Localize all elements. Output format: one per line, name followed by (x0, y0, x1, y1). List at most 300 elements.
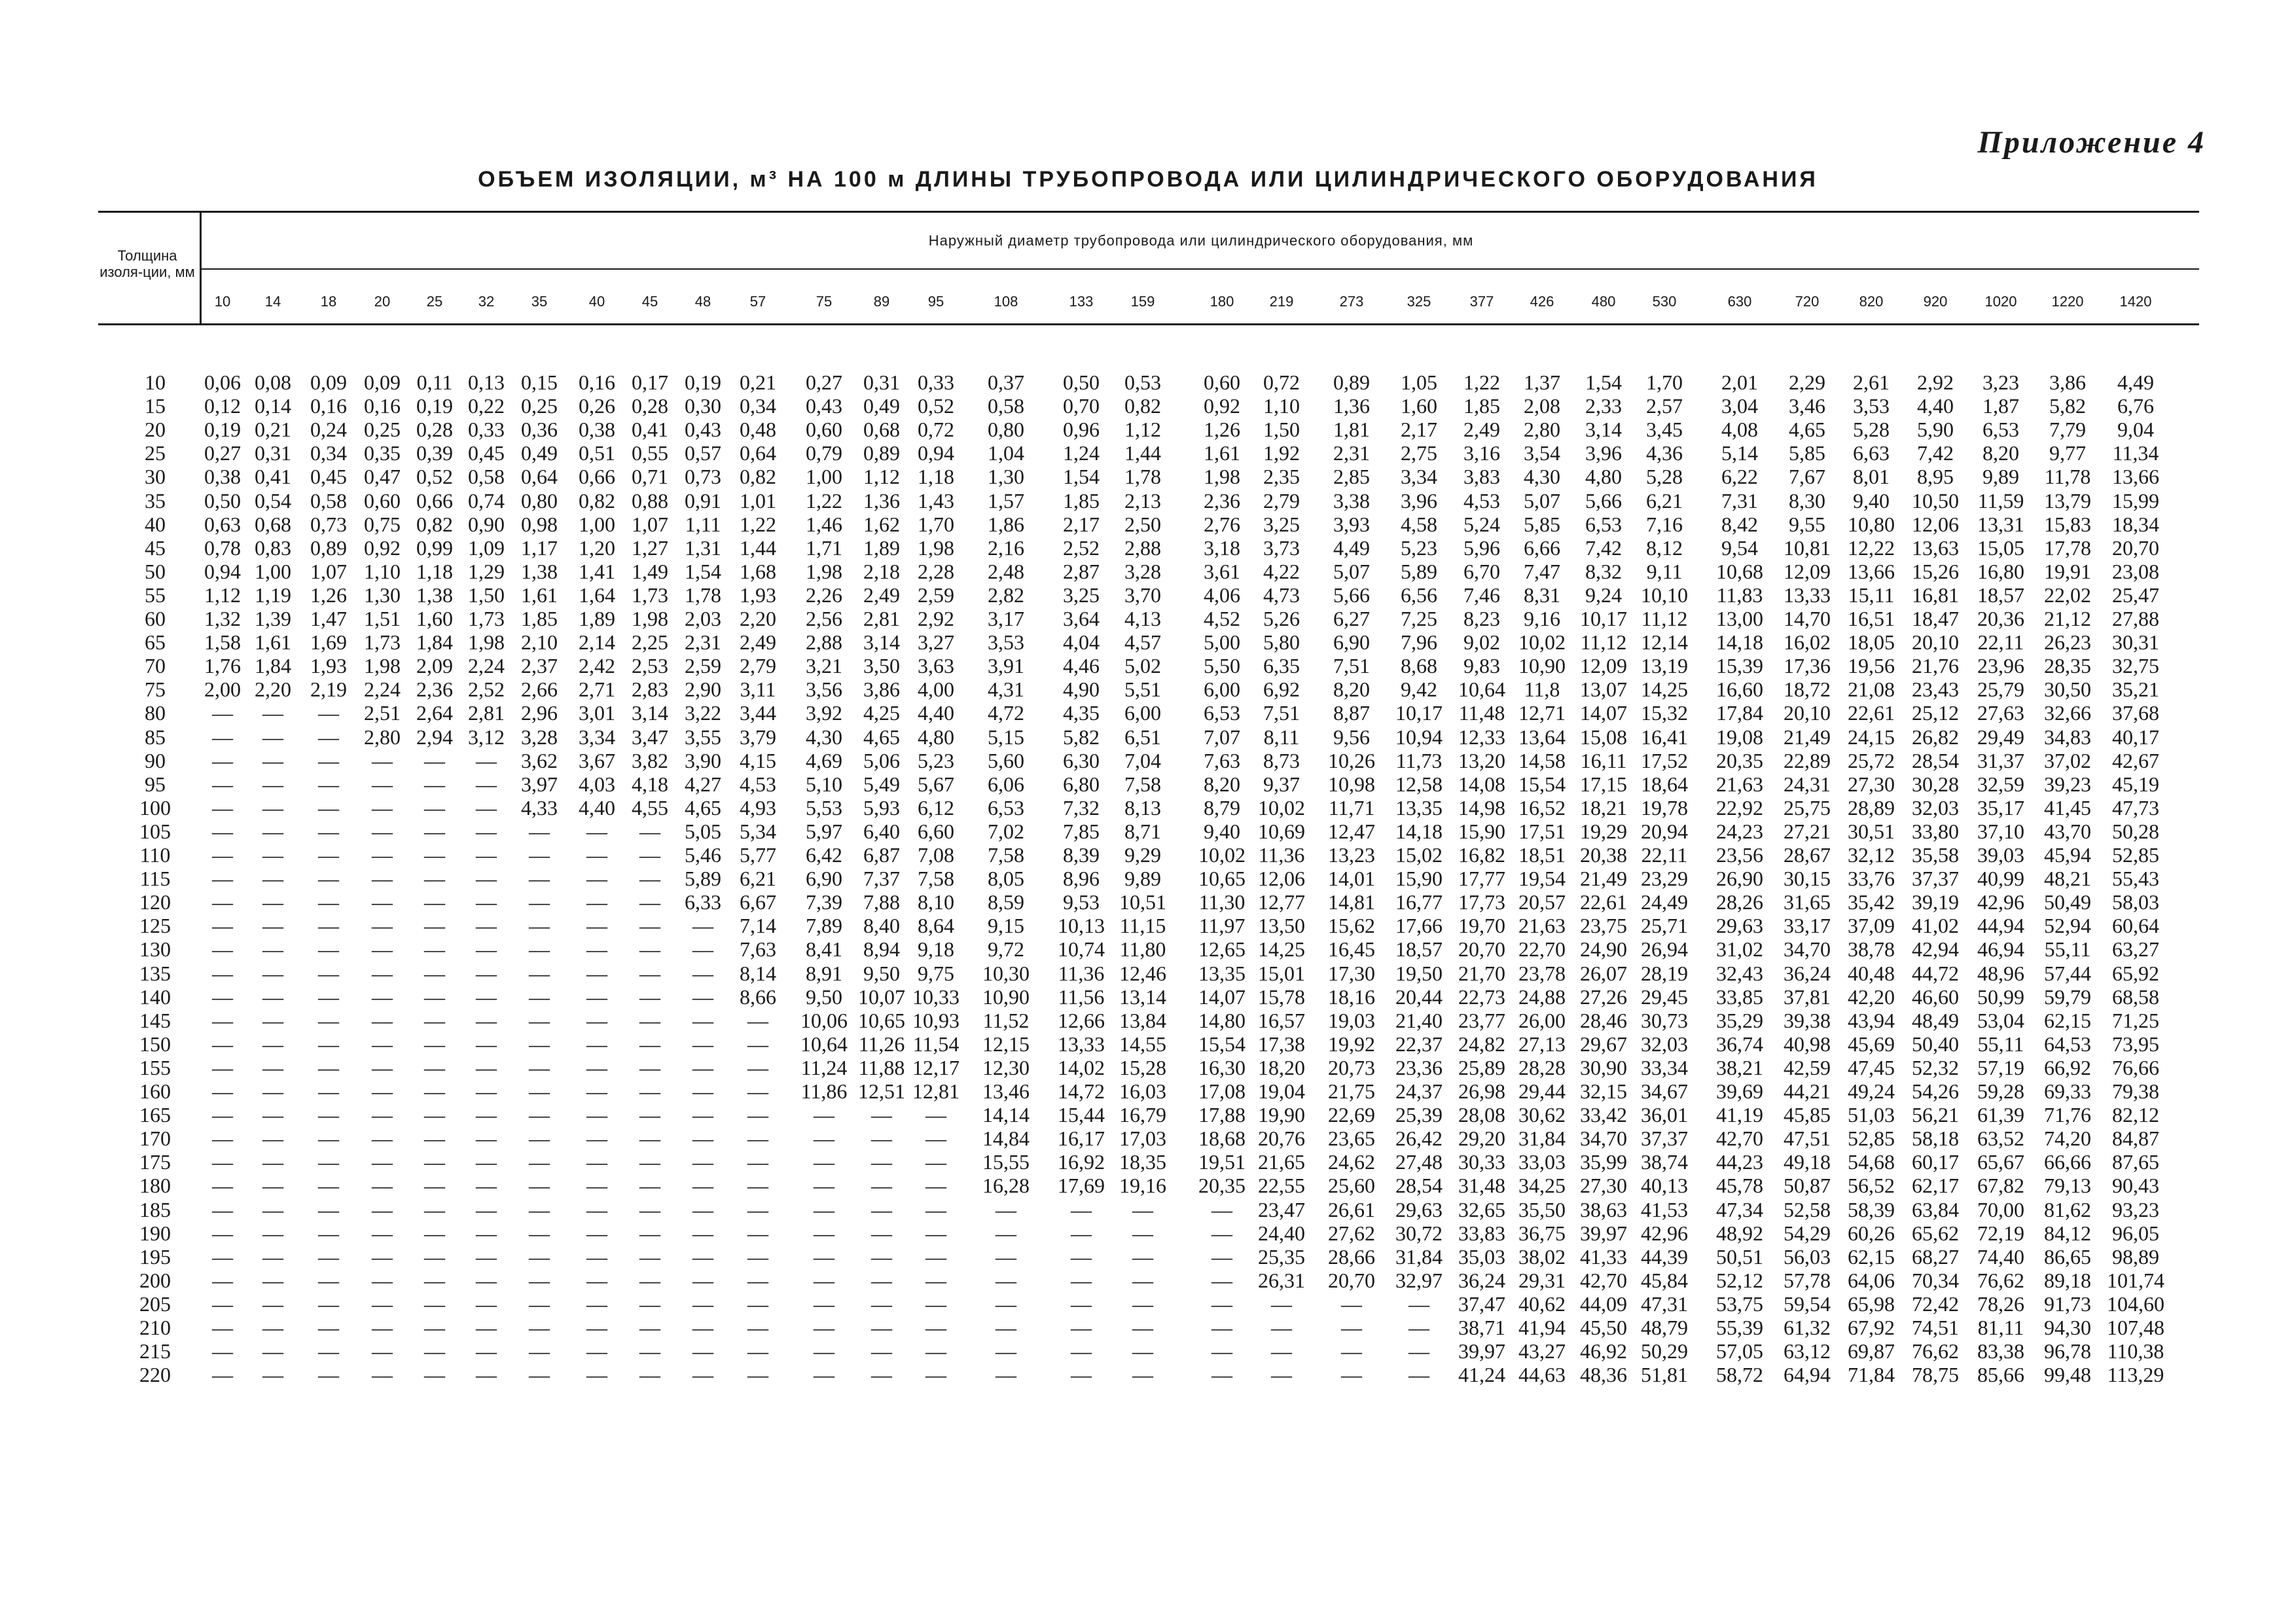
value-cell: 24,82 (1458, 1032, 1505, 1056)
value-cell: 4,00 (918, 677, 954, 702)
value-cell: 10,26 (1328, 748, 1375, 772)
value-cell: — (262, 795, 283, 820)
value-cell: 43,27 (1518, 1339, 1566, 1363)
value-cell: 16,77 (1395, 890, 1443, 914)
value-cell: 6,53 (1982, 418, 2019, 442)
thickness-cell: 55 (145, 583, 166, 607)
value-cell: — (212, 984, 233, 1009)
diameter-header-820: 820 (1859, 293, 1884, 310)
table-row (0, 489, 2296, 513)
value-cell: 0,28 (416, 418, 453, 442)
value-cell: 67,82 (1977, 1174, 2024, 1198)
value-cell: 2,09 (416, 654, 453, 678)
table-row (0, 701, 2296, 725)
value-cell: 3,67 (579, 748, 615, 772)
value-cell: 45,78 (1716, 1174, 1763, 1198)
value-cell: 10,13 (1058, 914, 1105, 938)
value-cell: 78,75 (1912, 1363, 1959, 1387)
value-cell: 1,54 (1063, 465, 1100, 489)
value-cell: 2,66 (521, 677, 558, 702)
value-cell: — (476, 1127, 497, 1151)
value-cell: 7,79 (2049, 418, 2086, 442)
value-cell: 17,08 (1198, 1079, 1246, 1103)
value-cell: 20,57 (1518, 890, 1566, 914)
value-cell: — (372, 1268, 393, 1292)
value-cell: 49,24 (1848, 1079, 1895, 1103)
value-cell: 26,23 (2044, 630, 2091, 655)
thickness-cell: 200 (139, 1268, 171, 1292)
thickness-cell: 70 (145, 654, 166, 678)
value-cell: — (692, 1032, 713, 1056)
value-cell: 0,68 (863, 418, 900, 442)
value-cell: 56,03 (1784, 1244, 1831, 1269)
value-cell: 1,38 (416, 583, 453, 607)
value-cell: 4,30 (806, 725, 842, 749)
value-cell: 10,69 (1258, 819, 1305, 843)
value-cell: 5,15 (988, 725, 1024, 749)
thickness-cell: 190 (139, 1221, 171, 1245)
value-cell: 18,64 (1641, 772, 1688, 796)
value-cell: 20,44 (1395, 984, 1443, 1009)
value-cell: — (1408, 1339, 1429, 1363)
value-cell: 4,36 (1646, 441, 1683, 465)
value-cell: 50,29 (1641, 1339, 1688, 1363)
value-cell: 27,21 (1784, 819, 1831, 843)
value-cell: 24,40 (1258, 1221, 1305, 1245)
value-cell: 15,99 (2112, 488, 2159, 513)
value-cell: 19,91 (2044, 559, 2091, 583)
value-cell: 1,07 (310, 559, 347, 583)
value-cell: — (814, 1197, 834, 1221)
value-cell: 32,75 (2112, 654, 2159, 678)
value-cell: 0,45 (468, 441, 505, 465)
value-cell: 0,90 (468, 512, 505, 536)
value-cell: — (212, 1197, 233, 1221)
value-cell: — (318, 867, 339, 891)
value-cell: 4,27 (685, 772, 721, 796)
value-cell: 21,63 (1716, 772, 1763, 796)
value-cell: — (925, 1103, 946, 1127)
value-cell: 10,80 (1848, 512, 1895, 536)
value-cell: 0,91 (685, 488, 721, 513)
value-cell: — (1132, 1291, 1153, 1316)
thickness-cell: 75 (145, 677, 166, 702)
value-cell: 1,89 (579, 607, 615, 630)
value-cell: 38,21 (1716, 1055, 1763, 1079)
value-cell: 72,19 (1977, 1221, 2024, 1245)
value-cell: 18,47 (1912, 607, 1959, 630)
value-cell: 2,51 (364, 701, 401, 725)
table-row (0, 630, 2296, 654)
value-cell: — (925, 1339, 946, 1363)
value-cell: 3,18 (1204, 535, 1240, 560)
value-cell: 7,07 (1204, 725, 1240, 749)
value-cell: — (586, 843, 607, 867)
value-cell: — (925, 1221, 946, 1245)
value-cell: 9,18 (918, 937, 954, 962)
table-row (0, 1127, 2296, 1150)
value-cell: — (212, 1244, 233, 1269)
value-cell: 30,72 (1395, 1221, 1443, 1245)
value-cell: 1,12 (204, 583, 241, 607)
value-cell: — (212, 748, 233, 772)
value-cell: 10,02 (1258, 795, 1305, 820)
value-cell: — (529, 1032, 550, 1056)
value-cell: 21,76 (1912, 654, 1959, 678)
thickness-cell: 90 (145, 748, 166, 772)
value-cell: — (262, 1221, 283, 1245)
value-cell: 6,87 (863, 843, 900, 867)
value-cell: 11,71 (1328, 795, 1375, 820)
value-cell: — (925, 1174, 946, 1198)
value-cell: 1,11 (685, 512, 721, 536)
value-cell: 4,53 (1463, 488, 1500, 513)
value-cell: 16,52 (1518, 795, 1566, 820)
thickness-cell: 205 (139, 1291, 171, 1316)
value-cell: — (372, 1363, 393, 1387)
value-cell: 26,90 (1716, 867, 1763, 891)
value-cell: 5,02 (1124, 654, 1161, 678)
value-cell: 104,60 (2107, 1291, 2164, 1316)
value-cell: — (424, 1268, 445, 1292)
value-cell: 29,20 (1458, 1127, 1505, 1151)
value-cell: — (586, 1103, 607, 1127)
value-cell: 45,85 (1784, 1103, 1831, 1127)
value-cell: — (692, 937, 713, 962)
value-cell: 59,79 (2044, 984, 2091, 1009)
value-cell: — (692, 1316, 713, 1339)
value-cell: 60,17 (1912, 1150, 1959, 1174)
value-cell: — (586, 1244, 607, 1269)
value-cell: 5,28 (1646, 465, 1683, 489)
thickness-cell: 170 (139, 1127, 171, 1151)
value-cell: 15,11 (1848, 583, 1895, 607)
value-cell: 27,26 (1580, 984, 1627, 1009)
value-cell: 16,30 (1198, 1055, 1246, 1079)
thickness-column-header: Толщина изоля-ции, мм (99, 247, 195, 280)
value-cell: 1,98 (364, 654, 401, 678)
value-cell: — (1132, 1221, 1153, 1245)
diameter-header-95: 95 (927, 293, 944, 310)
value-cell: 64,06 (1848, 1268, 1895, 1292)
value-cell: — (1071, 1197, 1092, 1221)
value-cell: — (318, 961, 339, 985)
value-cell: 1,46 (806, 512, 842, 536)
value-cell: 3,93 (1333, 512, 1370, 536)
value-cell: 0,73 (310, 512, 347, 536)
value-cell: — (586, 867, 607, 891)
value-cell: 32,59 (1977, 772, 2024, 796)
value-cell: 3,28 (1124, 559, 1161, 583)
value-cell: 8,94 (863, 937, 900, 962)
value-cell: — (1071, 1316, 1092, 1339)
value-cell: 20,94 (1641, 819, 1688, 843)
value-cell: 25,60 (1328, 1174, 1375, 1198)
value-cell: 1,57 (988, 488, 1024, 513)
value-cell: 12,65 (1198, 937, 1246, 962)
value-cell: 0,21 (740, 370, 776, 394)
value-cell: 45,94 (2044, 843, 2091, 867)
table-row (0, 677, 2296, 701)
value-cell: 26,42 (1395, 1127, 1443, 1151)
value-cell: 11,30 (1198, 890, 1246, 914)
value-cell: 23,75 (1580, 914, 1627, 938)
value-cell: 2,80 (1524, 418, 1560, 442)
value-cell: 2,90 (685, 677, 721, 702)
value-cell: 31,65 (1784, 890, 1831, 914)
value-cell: — (476, 1150, 497, 1174)
value-cell: — (871, 1127, 892, 1151)
value-cell: — (476, 1197, 497, 1221)
value-cell: 3,83 (1463, 465, 1500, 489)
value-cell: — (212, 1079, 233, 1103)
value-cell: 38,71 (1458, 1316, 1505, 1339)
value-cell: 0,96 (1063, 418, 1100, 442)
value-cell: 59,54 (1784, 1291, 1831, 1316)
value-cell: — (529, 1103, 550, 1127)
value-cell: 61,32 (1784, 1316, 1831, 1339)
value-cell: 3,90 (685, 748, 721, 772)
value-cell: 42,59 (1784, 1055, 1831, 1079)
value-cell: 10,33 (912, 984, 960, 1009)
value-cell: — (424, 819, 445, 843)
value-cell: — (639, 984, 660, 1009)
value-cell: — (424, 1339, 445, 1363)
value-cell: 35,99 (1580, 1150, 1627, 1174)
value-cell: 22,11 (1977, 630, 2024, 655)
value-cell: 57,19 (1977, 1055, 2024, 1079)
value-cell: 13,79 (2044, 488, 2091, 513)
value-cell: 49,18 (1784, 1150, 1831, 1174)
value-cell: — (639, 937, 660, 962)
value-cell: 28,28 (1518, 1055, 1566, 1079)
value-cell: 5,60 (988, 748, 1024, 772)
value-cell: 2,76 (1204, 512, 1240, 536)
value-cell: 14,25 (1641, 677, 1688, 702)
value-cell: 1,68 (740, 559, 776, 583)
table-row (0, 843, 2296, 867)
value-cell: 0,27 (204, 441, 241, 465)
value-cell: 54,29 (1784, 1221, 1831, 1245)
value-cell: 6,22 (1721, 465, 1758, 489)
value-cell: — (424, 1079, 445, 1103)
value-cell: 12,46 (1119, 961, 1166, 985)
value-cell: 0,58 (988, 394, 1024, 418)
value-cell: 11,80 (1119, 937, 1166, 962)
value-cell: 0,21 (255, 418, 291, 442)
value-cell: — (871, 1291, 892, 1316)
value-cell: 7,02 (988, 819, 1024, 843)
value-cell: 0,09 (364, 370, 401, 394)
value-cell: — (424, 1174, 445, 1198)
value-cell: 6,90 (806, 867, 842, 891)
value-cell: 2,59 (685, 654, 721, 678)
thickness-cell: 105 (139, 819, 171, 843)
value-cell: — (318, 843, 339, 867)
value-cell: 13,35 (1198, 961, 1246, 985)
value-cell: 65,62 (1912, 1221, 1959, 1245)
value-cell: 5,85 (1789, 441, 1825, 465)
value-cell: — (1132, 1339, 1153, 1363)
table-row (0, 654, 2296, 677)
value-cell: — (372, 1339, 393, 1363)
value-cell: — (424, 748, 445, 772)
value-cell: 7,31 (1721, 488, 1758, 513)
value-cell: 16,41 (1641, 725, 1688, 749)
value-cell: — (747, 1221, 768, 1245)
value-cell: — (262, 725, 283, 749)
value-cell: 22,89 (1784, 748, 1831, 772)
value-cell: 1,00 (579, 512, 615, 536)
value-cell: 79,38 (2112, 1079, 2159, 1103)
table-row (0, 583, 2296, 607)
value-cell: — (692, 1363, 713, 1387)
value-cell: 37,68 (2112, 701, 2159, 725)
value-cell: 25,89 (1458, 1055, 1505, 1079)
value-cell: 69,87 (1848, 1339, 1895, 1363)
value-cell: 17,66 (1395, 914, 1443, 938)
value-cell: — (476, 795, 497, 820)
value-cell: 0,24 (310, 418, 347, 442)
table-row (0, 1198, 2296, 1221)
value-cell: 0,31 (255, 441, 291, 465)
value-cell: 24,37 (1395, 1079, 1443, 1103)
value-cell: 82,12 (2112, 1103, 2159, 1127)
diameter-header-57: 57 (749, 293, 766, 310)
value-cell: 5,23 (918, 748, 954, 772)
value-cell: 6,92 (1263, 677, 1300, 702)
value-cell: 30,15 (1784, 867, 1831, 891)
value-cell: 89,18 (2044, 1268, 2091, 1292)
value-cell: — (639, 867, 660, 891)
value-cell: — (529, 1244, 550, 1269)
value-cell: 5,46 (685, 843, 721, 867)
value-cell: 26,31 (1258, 1268, 1305, 1292)
value-cell: 0,82 (579, 488, 615, 513)
value-cell: 30,90 (1580, 1055, 1627, 1079)
value-cell: 11,36 (1258, 843, 1305, 867)
value-cell: 4,33 (521, 795, 558, 820)
value-cell: 12,17 (912, 1055, 960, 1079)
table-row (0, 772, 2296, 796)
value-cell: 3,12 (468, 725, 505, 749)
value-cell: 0,22 (468, 394, 505, 418)
value-cell: 2,57 (1646, 394, 1683, 418)
value-cell: 17,15 (1580, 772, 1627, 796)
value-cell: 41,94 (1518, 1316, 1566, 1339)
value-cell: 5,97 (806, 819, 842, 843)
value-cell: 28,46 (1580, 1008, 1627, 1032)
value-cell: — (1071, 1363, 1092, 1387)
value-cell: 44,23 (1716, 1150, 1763, 1174)
value-cell: 4,03 (579, 772, 615, 796)
value-cell: — (212, 843, 233, 867)
value-cell: — (639, 1079, 660, 1103)
value-cell: — (318, 1268, 339, 1292)
value-cell: 13,14 (1119, 984, 1166, 1009)
value-cell: 10,02 (1198, 843, 1246, 867)
value-cell: 24,23 (1716, 819, 1763, 843)
value-cell: 9,77 (2049, 441, 2086, 465)
value-cell: 5,07 (1333, 559, 1370, 583)
table-row (0, 1292, 2296, 1316)
thickness-cell: 185 (139, 1197, 171, 1221)
value-cell: — (262, 1008, 283, 1032)
value-cell: 13,66 (1848, 559, 1895, 583)
value-cell: 28,89 (1848, 795, 1895, 820)
value-cell: 1,43 (918, 488, 954, 513)
value-cell: 52,85 (1848, 1127, 1895, 1151)
value-cell: — (372, 1316, 393, 1339)
table-row (0, 937, 2296, 961)
diameter-header-32: 32 (478, 293, 495, 310)
value-cell: — (318, 1008, 339, 1032)
value-cell: — (586, 914, 607, 938)
value-cell: — (871, 1268, 892, 1292)
value-cell: 40,13 (1641, 1174, 1688, 1198)
value-cell: — (692, 1008, 713, 1032)
value-cell: — (262, 1363, 283, 1387)
value-cell: 60,64 (2112, 914, 2159, 938)
value-cell: — (1211, 1268, 1232, 1292)
value-cell: 17,03 (1119, 1127, 1166, 1151)
value-cell: 2,26 (806, 583, 842, 607)
value-cell: 9,89 (1982, 465, 2019, 489)
value-cell: 16,03 (1119, 1079, 1166, 1103)
value-cell: 0,89 (1333, 370, 1370, 394)
diameter-group-header: Наружный диаметр трубопровода или цилиндрического оборудования, мм (928, 232, 1474, 249)
value-cell: 22,02 (2044, 583, 2091, 607)
value-cell: 33,85 (1716, 984, 1763, 1009)
value-cell: 40,62 (1518, 1291, 1566, 1316)
value-cell: 1,78 (685, 583, 721, 607)
value-cell: — (424, 867, 445, 891)
value-cell: 41,33 (1580, 1244, 1627, 1269)
value-cell: 4,93 (740, 795, 776, 820)
value-cell: — (586, 1150, 607, 1174)
table-row (0, 1221, 2296, 1245)
value-cell: 1,47 (310, 607, 347, 630)
value-cell: 20,35 (1716, 748, 1763, 772)
value-cell: 45,50 (1580, 1316, 1627, 1339)
value-cell: 19,29 (1580, 819, 1627, 843)
value-cell: 38,74 (1641, 1150, 1688, 1174)
value-cell: — (212, 1127, 233, 1151)
diameter-header-75: 75 (816, 293, 833, 310)
value-cell: 1,84 (255, 654, 291, 678)
value-cell: 1,17 (521, 535, 558, 560)
value-cell: 8,12 (1646, 535, 1683, 560)
table-row (0, 465, 2296, 488)
value-cell: 1,54 (685, 559, 721, 583)
value-cell: 8,73 (1263, 748, 1300, 772)
value-cell: 1,89 (863, 535, 900, 560)
value-cell: 14,55 (1119, 1032, 1166, 1056)
value-cell: 37,09 (1848, 914, 1895, 938)
value-cell: — (747, 1055, 768, 1079)
value-cell: 15,90 (1458, 819, 1505, 843)
value-cell: 14,14 (982, 1103, 1030, 1127)
value-cell: 9,40 (1204, 819, 1240, 843)
value-cell: 19,50 (1395, 961, 1443, 985)
value-cell: 27,88 (2112, 607, 2159, 630)
value-cell: 7,39 (806, 890, 842, 914)
value-cell: — (476, 961, 497, 985)
value-cell: 15,62 (1328, 914, 1375, 938)
value-cell: 52,12 (1716, 1268, 1763, 1292)
value-cell: 16,82 (1458, 843, 1505, 867)
value-cell: — (212, 1032, 233, 1056)
